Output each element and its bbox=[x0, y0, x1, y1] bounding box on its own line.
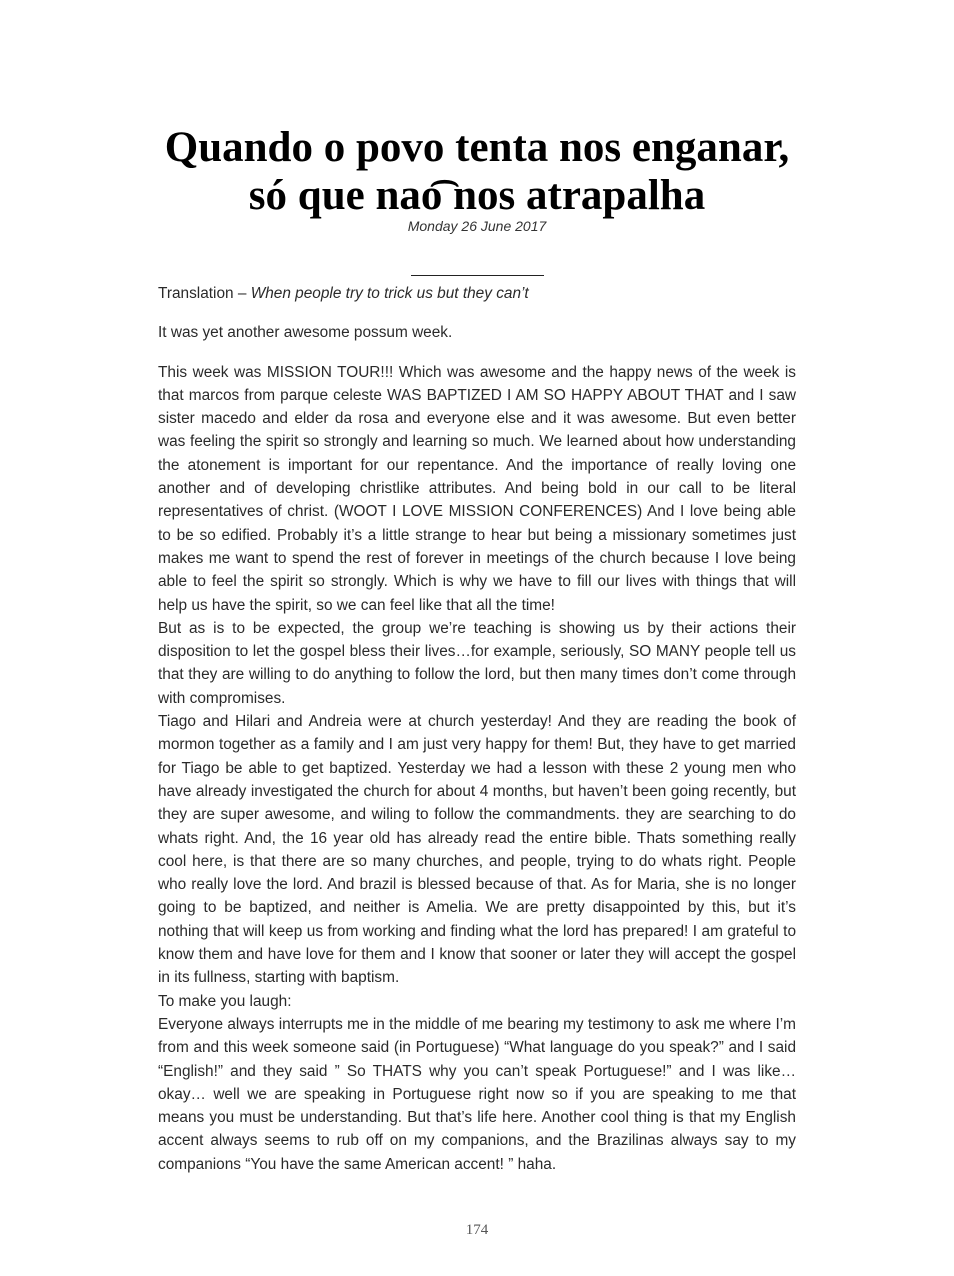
paragraph-mission-tour: This week was MISSION TOUR!!! Which was awesome and the happy news of the week is that marcos from parque celeste WAS BAPTIZED I AM SO HAPPY ABOUT THAT and I saw sister macedo and elder da rosa and everyone else and it was awesome. But even better was feeling the spirit so strongly and learning so much. We learned about how understanding the atonement is important for our repentance. And the importance of really loving one another and of developing christlike attributes. And being bold in our call to be literal representatives of christ. (WOOT I LOVE MISSION CONFERENCES) And I love being able to be so edified. Probably it’s a little strange to hear but being a missionary sometimes just makes me want to spend the rest of forever in meetings of the church because I love being able to feel the spirit so strongly. Which is why we have to fill our lives with things that will help us have the spirit, so we can feel like that all the time! bbox=[158, 363, 796, 614]
post-body bbox=[158, 282, 796, 1176]
page-number: 174 bbox=[465, 1222, 489, 1238]
page-title bbox=[0, 124, 954, 220]
paragraph-laugh-heading: To make you laugh: bbox=[158, 992, 292, 1010]
title-line-2: só que nao͡ nos atrapalha bbox=[248, 172, 706, 219]
title-line-1: Quando o povo tenta nos enganar, bbox=[164, 124, 790, 171]
divider bbox=[411, 275, 544, 276]
intro-paragraph: It was yet another awesome possum week. bbox=[158, 324, 453, 342]
translation-prefix: Translation – bbox=[158, 285, 251, 302]
paragraph-expectations: But as is to be expected, the group we’re teaching is showing us by their actions their disposition to let the gospel bless their lives…for example, seriously, SO MANY people tell us that they are willing to do anything to follow the lord, but then many times don’t come through with compromises. bbox=[158, 619, 796, 707]
post-date: Monday 26 June 2017 bbox=[407, 218, 547, 234]
translation-text: When people try to trick us but they can’t bbox=[250, 285, 529, 302]
paragraph-tiago: Tiago and Hilari and Andreia were at church yesterday! And they are reading the book of mormon together as a family and I am just very happy for them! But, they have to get married for Tiago be able to get baptized. Yesterday we had a lesson with these 2 young men who have already investigated the church for about 4 months, but haven’t been going recently, but they are super awesome, and wiling to follow the commandments. they are searching to do whats right. And, the 16 year old has already read the entire bible. Thats something really cool here, is that there are so many churches, and people, trying to do whats right. People who really love the lord. And brazil is blessed because of that. As for Maria, she is no longer going to be baptized, and neither is Amelia. We are pretty disappointed by this, but it’s nothing that will keep us from working and finding what the lord has prepared! I am grateful to know them and have love for them and I know that sooner or later they will accept the gospel in its fullness, starting with baptism. bbox=[158, 713, 796, 987]
paragraph-testimony: Everyone always interrupts me in the middle of me bearing my testimony to ask me where I’m from and this week someone said (in Portuguese) “What language do you speak?” and I said “English!” and they said ” So THATS why you can’t speak Portuguese!” and I was like… okay… well we are speaking in Portuguese right now so if you are speaking to me that means you must be understanding. But that’s life here. Another cool thing is that my English accent always seems to rub off on my companions, and the Brazilinas always say to my companions “You have the same American accent! ” haha. bbox=[158, 1015, 796, 1173]
translation-line bbox=[158, 282, 796, 305]
